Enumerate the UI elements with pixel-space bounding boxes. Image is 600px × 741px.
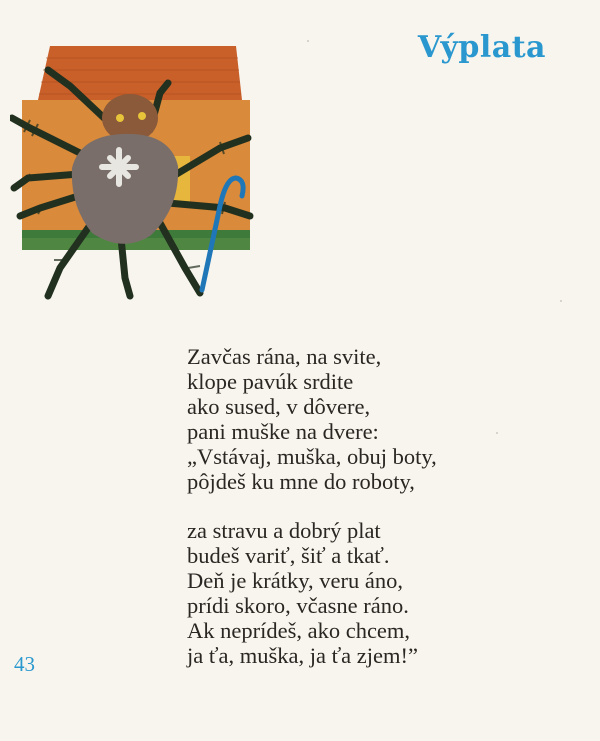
- poem-line: Deň je krátky, veru áno,: [187, 568, 403, 593]
- spider-illustration: [10, 38, 270, 303]
- poem-stanza: [187, 518, 437, 668]
- poem-line: klope pavúk srdite: [187, 369, 354, 394]
- poem-text: [187, 344, 437, 692]
- poem-line: Zavčas rána, na svite,: [187, 344, 382, 369]
- poem-line: „Vstávaj, muška, obuj boty,: [187, 444, 437, 469]
- poem-line: pôjdeš ku mne do roboty,: [187, 469, 415, 494]
- page-title: Výplata: [417, 30, 546, 65]
- poem-line: ako sused, v dôvere,: [187, 394, 371, 419]
- poem-line: ja ťa, muška, ja ťa zjem!”: [187, 643, 418, 668]
- poem-line: za stravu a dobrý plat: [187, 518, 381, 543]
- poem-line: budeš variť, šiť a tkať.: [187, 543, 390, 568]
- poem-line: prídi skoro, včasne ráno.: [187, 593, 409, 618]
- paper-speck: [560, 300, 562, 302]
- poem-line: Ak neprídeš, ako chcem,: [187, 618, 411, 643]
- poem-line: pani muške na dvere:: [187, 419, 379, 444]
- paper-speck: [307, 40, 309, 42]
- poem-stanza: [187, 344, 437, 494]
- paper-speck: [496, 432, 498, 434]
- page-number: 43: [14, 652, 35, 676]
